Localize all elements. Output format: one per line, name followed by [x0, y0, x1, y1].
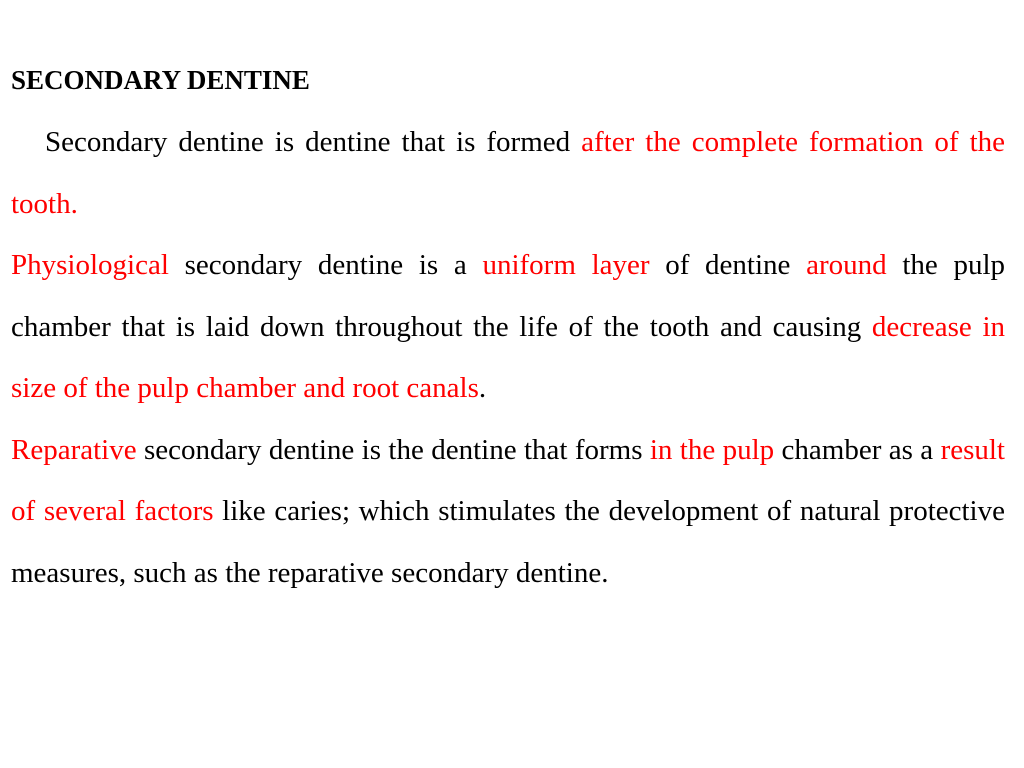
text-run: Secondary dentine is dentine that is formed: [45, 126, 582, 158]
highlighted-text-run: decrease in size of the pulp chamber and root canals: [11, 310, 1005, 404]
page-title: SECONDARY DENTINE: [11, 65, 310, 95]
text-run: of dentine: [649, 249, 807, 281]
highlighted-text-run: result of several factors: [11, 433, 1005, 527]
paragraph-reparative: [11, 420, 1005, 605]
highlighted-text-run: around: [806, 249, 887, 281]
highlighted-text-run: after the complete formation of the tooth.: [11, 126, 1005, 220]
body-text: [11, 112, 1005, 604]
highlighted-text-run: Physiological: [11, 249, 169, 281]
highlighted-text-run: in the pulp: [649, 433, 775, 466]
text-run: .: [478, 372, 487, 404]
text-run: secondary dentine is the dentine that forms: [136, 433, 650, 466]
paragraph-physiological: [11, 235, 1005, 420]
text-run: like caries; which stimulates the development of natural protective measures, such as the reparative secondary dentine.: [11, 495, 1005, 589]
paragraph-definition: [11, 112, 1005, 235]
text-run: the pulp chamber that is laid down throughout the life of the tooth and causing: [11, 249, 1005, 343]
highlighted-text-run: Reparative: [11, 433, 137, 466]
text-run: chamber as a: [774, 433, 941, 466]
highlighted-text-run: uniform layer: [482, 249, 650, 281]
text-run: secondary dentine is a: [168, 249, 483, 281]
